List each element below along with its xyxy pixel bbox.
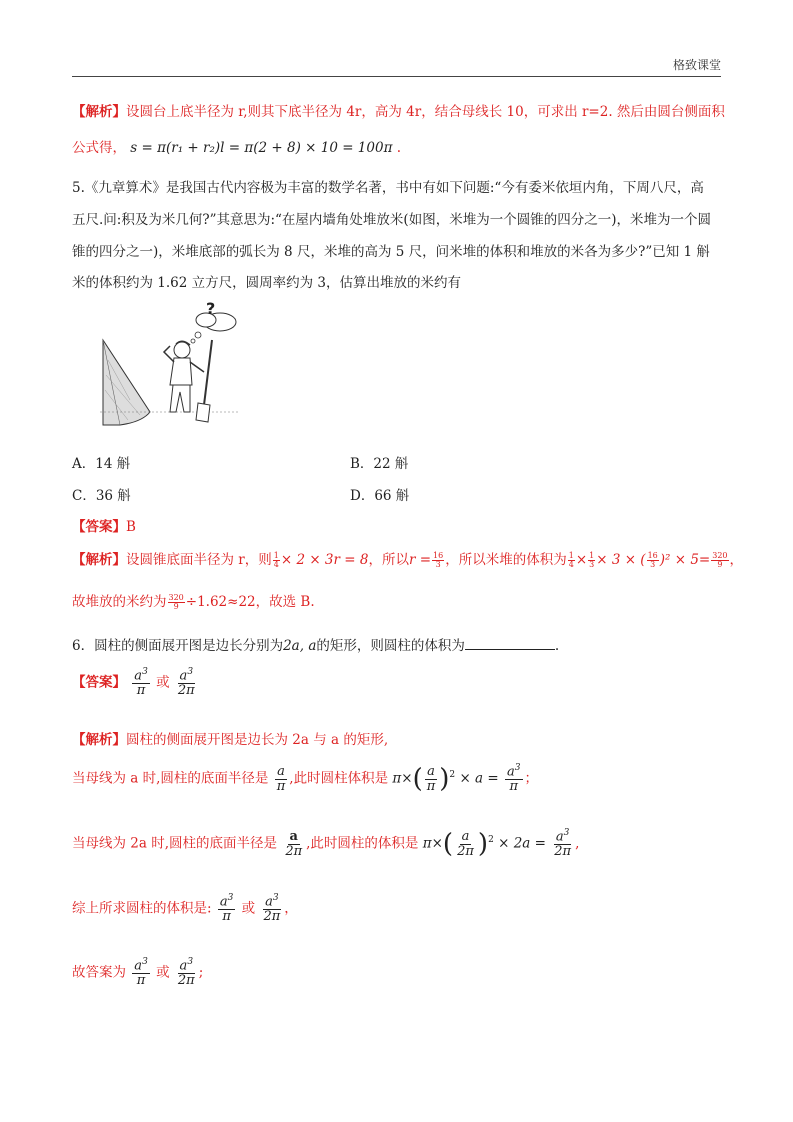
sym-a: a: [134, 668, 143, 684]
q6-case1-prefix: 当母线为 a 时,圆柱的底面半径是: [72, 770, 269, 787]
q5-analysis-line2-prefix: 故堆放的米约为: [72, 594, 167, 610]
frac-quarter: [273, 552, 280, 569]
frac-num: 16: [433, 551, 444, 560]
sym-a: a: [507, 764, 515, 780]
sym-exp: 3: [227, 893, 234, 903]
q5-analysis-end: ，: [729, 552, 744, 568]
q6-summary-or: 或: [241, 900, 256, 917]
prev-analysis-prefix: 公式得，: [72, 140, 126, 156]
q6-case1: 当母线为 a 时,圆柱的底面半径是 $\frac{a}{\pi}$ ,此时圆柱体积是 π×( $\frac{a}{\pi}$ )$^2$ × a = $\frac{a^3}{\pi}$ ；: [72, 763, 539, 795]
q6-case2: 当母线为 2a 时,圆柱的底面半径是 $\frac{a}{2\pi}$ ,此时圆柱的体积是 π×( $\frac{a}{2\pi}$ )$^2$ × 2a = $\frac{a^3}{2\pi}$ ,: [72, 828, 580, 860]
frac-den: 3: [589, 560, 595, 569]
sym-2pi: 2π: [177, 972, 195, 988]
sym-exp: 3: [272, 893, 279, 903]
q5-answer-value: B: [126, 519, 136, 535]
sym-2pi: 2π: [263, 908, 281, 924]
q6-question-math: 2a, a: [283, 638, 317, 654]
q5-line-3: 锥的四分之一)，米堆底部的弧长为 8 尺，米堆的高为 5 尺，问米堆的体积和堆放的米各为多少?”已知 1 斛: [72, 244, 710, 260]
frac-num: 320: [168, 593, 184, 602]
q5-option-c: C．36 斛: [72, 488, 131, 504]
frac-a3-2pi-2: [552, 829, 573, 859]
sym-exp: 3: [514, 763, 521, 774]
thought-dot-1: [195, 332, 201, 338]
q5-analysis-line2: [72, 590, 315, 611]
farmer-arm-right: [190, 362, 204, 372]
q6-case2-prefix: 当母线为 2a 时,圆柱的底面半径是: [72, 835, 278, 852]
q5-analysis-tag: 【解析】: [72, 552, 126, 568]
q6-question-prefix: 6．圆柱的侧面展开图是边长分别为: [72, 638, 284, 654]
frac-r: [432, 552, 444, 569]
answer-blank[interactable]: [465, 637, 555, 650]
sym-exp: 3: [142, 667, 148, 677]
q6-answer-tag: 【答案】: [72, 674, 126, 691]
prev-analysis-text: 设圆台上底半径为 r,则其下底半径为 4r，高为 4r，结合母线长 10，可求出 r=2. 然后由圆台侧面积: [126, 104, 725, 120]
q6-case1-times-a: × a =: [459, 770, 499, 787]
q6-case2-pi-times: π×: [422, 835, 443, 852]
q6-analysis-text: 圆柱的侧面展开图是边长为 2a 与 a 的矩形,: [126, 732, 389, 748]
sym-a: a: [265, 894, 273, 910]
sym-2pi: 2π: [554, 844, 572, 860]
q5-analysis-text-1: 设圆锥底面半径为 r，则: [126, 552, 272, 568]
frac-num: 16: [647, 551, 658, 560]
sym-a: a: [461, 828, 470, 844]
q5-eq1: × 2 × 3r = 8: [280, 552, 369, 568]
q5-eq2-lhs: r =: [408, 552, 432, 568]
frac-a3-pi-2: [505, 764, 523, 794]
prev-analysis-line2: [72, 136, 401, 156]
q5-option-d: D．66 斛: [350, 488, 410, 504]
frac-a-pi: [275, 765, 288, 793]
q6-case2-end: ,: [575, 835, 580, 852]
q5-answer-tag: 【答案】: [72, 519, 126, 535]
frac-a-pi-2: [425, 765, 438, 793]
frac-a3-2pi-3: [261, 894, 282, 924]
q6-answer: [72, 668, 199, 698]
q5-option-b: B．22 斛: [350, 456, 409, 472]
thought-dot-2: [191, 339, 195, 343]
q5-line-1: 5.《九章算术》是我国古代内容极为丰富的数学名著，书中有如下问题:“今有委米依垣内角，下周八尺，高: [72, 180, 704, 196]
sym-pi: π: [136, 682, 146, 698]
frac-den: 9: [717, 560, 723, 569]
farmer-arm-left: [164, 346, 174, 362]
frac-a3-2pi-4: [176, 958, 197, 988]
farmer-legs: [170, 385, 190, 412]
q6-question: [72, 634, 559, 654]
q6-final-or: 或: [156, 964, 170, 981]
rice-pile-illustration: [100, 300, 240, 435]
sym-a: a: [179, 958, 188, 974]
q6-case1-pi-times: π×: [392, 770, 413, 787]
q5-analysis-text-2: ，所以: [368, 552, 409, 568]
shovel-handle: [204, 340, 212, 405]
frac-a3-pi-3: [218, 894, 236, 924]
q6-case1-mid: ,此时圆柱体积是: [289, 770, 389, 787]
frac-den: 3: [650, 560, 656, 569]
q6-case2-times-2a: × 2a =: [498, 835, 546, 852]
sym-a: a: [219, 894, 228, 910]
frac-den: 4: [568, 560, 574, 569]
sym-2pi: 2π: [285, 843, 303, 859]
q6-question-end: .: [554, 638, 560, 654]
sym-pi: π: [276, 778, 286, 794]
sym-2pi: 2π: [457, 843, 474, 859]
frac-den: 3: [435, 560, 441, 569]
q6-analysis-line1: [72, 728, 388, 748]
q6-summary: [72, 894, 298, 924]
frac-num: 1: [568, 551, 574, 560]
q6-or: 或: [156, 674, 170, 691]
q5-analysis-line2-suffix: ÷1.62≈22，故选 B.: [185, 594, 315, 610]
frac-num: 1: [273, 551, 279, 560]
prev-formula: s = π(r₁ + r₂)l = π(2 + 8) × 10 = 100π: [130, 140, 393, 156]
q5-option-a: A．14 斛: [72, 456, 131, 472]
frac-a-2pi-2: [455, 830, 476, 858]
q6-summary-end: ，: [284, 900, 298, 917]
sym-exp: 3: [142, 957, 148, 967]
q6-summary-prefix: 综上所求圆柱的体积是:: [72, 900, 212, 917]
q6-analysis-tag: 【解析】: [72, 732, 126, 748]
sym-pi: π: [136, 972, 146, 988]
prev-analysis-line1: [72, 100, 725, 120]
frac-quarter-2: [568, 552, 575, 569]
sym-a: a: [427, 763, 435, 779]
q5-eq3b: )² × 5=: [659, 552, 711, 568]
sym-exp: 2: [449, 770, 456, 780]
q5-analysis-line1: 【解析】设圆锥底面半径为 r，则 $\frac{1}{4}$ × 2 × 3r = 8，所以r = $\frac{16}{3}$ ，所以米堆的体积为 $\frac{1}{4}$ × $\frac{1}{3}$ × 3 × ( $\frac{16}{3}$ )² × 5= $\frac{320}{9}$ ，: [72, 551, 744, 569]
frac-a3-2pi: [176, 668, 197, 698]
frac-den: 4: [273, 560, 279, 569]
sym-pi: π: [222, 908, 231, 924]
q6-question-suffix: 的矩形，则圆柱的体积为: [316, 638, 465, 654]
q5-analysis-text-3: ，所以米堆的体积为: [445, 552, 567, 568]
frac-volume-2: [168, 594, 185, 611]
frac-third: [588, 552, 595, 569]
frac-num: 1: [589, 551, 595, 560]
sym-exp: 2: [488, 835, 494, 845]
prev-analysis-tag: 【解析】: [72, 104, 126, 120]
shovel-blade: [196, 403, 210, 422]
question-mark-icon: ?: [206, 300, 216, 318]
rice-cone: [103, 340, 150, 425]
sym-pi: π: [426, 778, 436, 794]
q6-case1-end: ；: [524, 770, 539, 787]
frac-volume: [711, 552, 728, 569]
sym-a: a: [277, 763, 285, 779]
frac-a-2pi: [283, 830, 304, 858]
frac-r-2: [647, 552, 659, 569]
q6-final: [72, 958, 203, 988]
q6-final-end: ;: [198, 964, 204, 981]
q5-answer: [72, 515, 136, 535]
q6-case2-mid: ,此时圆柱的体积是: [306, 835, 419, 852]
q5-line-2: 五尺.问:积及为米几何?”其意思为:“在屋内墙角处堆放米(如图，米堆为一个圆锥的四分之一)，米堆为一个圆: [72, 212, 711, 228]
sym-exp: 3: [187, 667, 194, 677]
sym-a: a: [179, 668, 188, 684]
frac-a3-pi-4: [132, 958, 150, 988]
sym-2pi: 2π: [177, 682, 195, 698]
q5-line-4: 米的体积约为 1.62 立方尺，圆周率约为 3，估算出堆放的米约有: [72, 275, 462, 291]
sym-a: a: [555, 829, 564, 845]
header-brand: 格致课堂: [672, 58, 721, 72]
frac-a3-pi: [132, 668, 150, 698]
sym-a: a: [289, 828, 298, 844]
sym-exp: 3: [563, 828, 570, 839]
frac-num: 320: [712, 551, 728, 560]
page-header: [72, 52, 721, 77]
q5-eq3: × 3 × (: [596, 552, 646, 568]
sym-pi: π: [509, 779, 519, 795]
prev-analysis-suffix: .: [396, 140, 402, 156]
q6-final-prefix: 故答案为: [72, 964, 126, 981]
frac-den: 9: [173, 602, 179, 611]
sym-exp: 3: [187, 957, 194, 967]
sym-a: a: [134, 958, 143, 974]
